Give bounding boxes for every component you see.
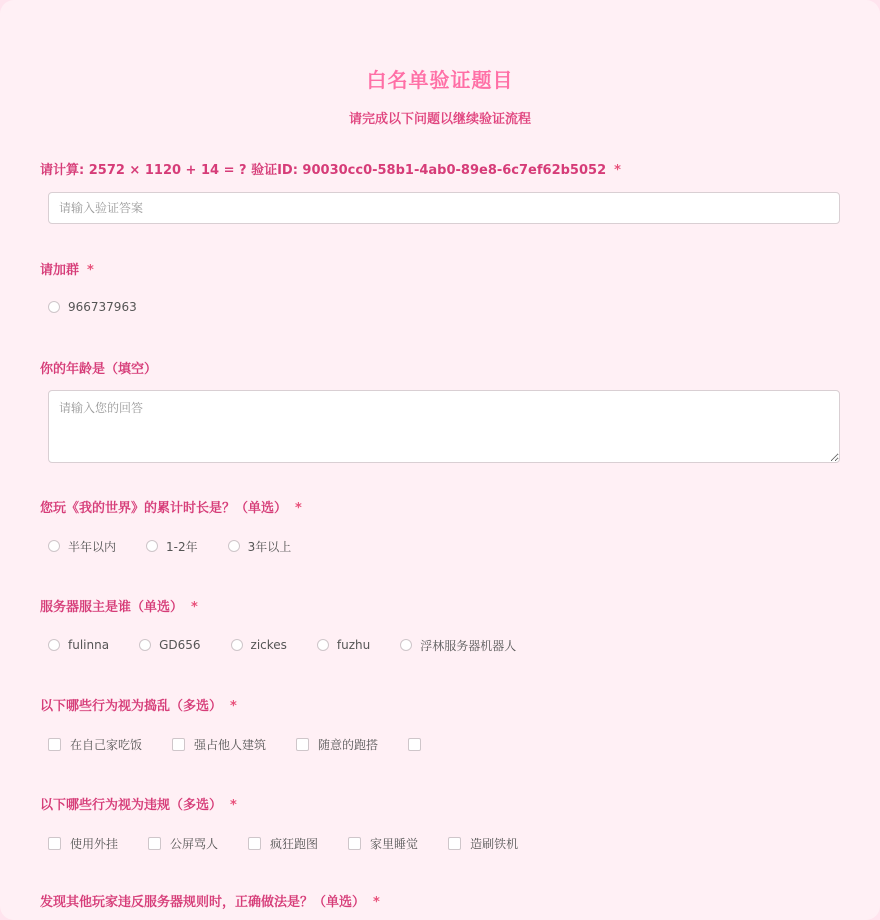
option-label: 强占他人建筑 bbox=[194, 737, 267, 752]
question-playtime-label bbox=[40, 497, 302, 516]
option-owner-gd656[interactable] bbox=[139, 638, 200, 652]
option-owner-fulinna[interactable] bbox=[48, 638, 109, 652]
join-group-options bbox=[48, 297, 167, 317]
radio-button[interactable] bbox=[400, 639, 412, 651]
option-label: 在自己家吃饭 bbox=[70, 737, 143, 752]
option-owner-zickes[interactable] bbox=[231, 638, 287, 652]
page-title: 白名单验证题目 bbox=[366, 68, 514, 92]
checkbox[interactable] bbox=[296, 738, 309, 751]
required-mark: * bbox=[373, 895, 380, 910]
checkbox[interactable] bbox=[408, 738, 421, 751]
option-playtime-1-2-years[interactable] bbox=[146, 538, 198, 555]
option-label: 半年以内 bbox=[68, 539, 117, 554]
option-griefing-empty[interactable] bbox=[408, 738, 430, 751]
checkbox[interactable] bbox=[48, 738, 61, 751]
option-griefing-seize-buildings[interactable] bbox=[172, 736, 266, 753]
option-label: fulinna bbox=[68, 638, 110, 652]
option-label: 浮林服务器机器人 bbox=[420, 638, 517, 653]
radio-button[interactable] bbox=[146, 540, 158, 552]
option-violation-sleep-at-home[interactable] bbox=[348, 835, 418, 852]
question-age-label bbox=[40, 358, 157, 377]
option-label: 966737963 bbox=[68, 300, 137, 314]
radio-button[interactable] bbox=[48, 639, 60, 651]
option-label: 造刷铁机 bbox=[470, 836, 519, 851]
option-label: fuzhu bbox=[336, 638, 371, 652]
question-join-group-label bbox=[40, 259, 94, 278]
radio-button[interactable] bbox=[48, 301, 60, 313]
griefing-options bbox=[48, 734, 460, 754]
option-label: 家里睡觉 bbox=[370, 836, 419, 851]
question-violation-label bbox=[40, 794, 237, 813]
radio-button[interactable] bbox=[231, 639, 243, 651]
question-report-text: 发现其他玩家违反服务器规则时，正确做法是？（单选） bbox=[40, 895, 366, 910]
option-label: 疯狂跑图 bbox=[270, 836, 319, 851]
radio-button[interactable] bbox=[48, 540, 60, 552]
option-owner-fuzhu[interactable] bbox=[317, 638, 370, 652]
option-label: 使用外挂 bbox=[70, 836, 119, 851]
checkbox[interactable] bbox=[172, 738, 185, 751]
required-mark: * bbox=[191, 600, 198, 615]
captcha-answer-input[interactable] bbox=[48, 192, 840, 224]
question-captcha-text: 请计算: 2572 × 1120 + 14 = ? 验证ID: 90030cc0-58b1-4ab0-89e8-6c7ef62b5052 bbox=[40, 163, 607, 178]
option-label: 3年以上 bbox=[247, 539, 292, 554]
option-griefing-eat-at-home[interactable] bbox=[48, 736, 142, 753]
question-griefing-label bbox=[40, 695, 237, 714]
option-violation-public-abuse[interactable] bbox=[148, 835, 218, 852]
option-label: zickes bbox=[250, 638, 287, 652]
playtime-options bbox=[48, 536, 321, 556]
option-playtime-half-year[interactable] bbox=[48, 538, 116, 555]
question-report-label bbox=[40, 891, 380, 910]
option-label: GD656 bbox=[159, 638, 201, 652]
checkbox[interactable] bbox=[448, 837, 461, 850]
option-label: 1-2年 bbox=[166, 539, 198, 554]
question-violation-text: 以下哪些行为视为违规（多选） bbox=[40, 798, 223, 813]
checkbox[interactable] bbox=[248, 837, 261, 850]
required-mark: * bbox=[614, 163, 621, 178]
question-griefing-text: 以下哪些行为视为捣乱（多选） bbox=[40, 699, 223, 714]
checkbox[interactable] bbox=[148, 837, 161, 850]
option-violation-iron-farm[interactable] bbox=[448, 835, 518, 852]
checkbox[interactable] bbox=[48, 837, 61, 850]
question-age-text: 你的年龄是（填空） bbox=[40, 362, 158, 377]
required-mark: * bbox=[230, 798, 237, 813]
question-owner-text: 服务器服主是谁（单选） bbox=[40, 600, 184, 615]
option-label: 随意的跑搭 bbox=[318, 737, 379, 752]
page-subtitle: 请完成以下问题以继续验证流程 bbox=[348, 112, 531, 127]
option-playtime-3-plus-years[interactable] bbox=[228, 538, 292, 555]
question-owner-label bbox=[40, 596, 198, 615]
question-join-group-text: 请加群 bbox=[40, 263, 80, 278]
owner-options bbox=[48, 635, 546, 655]
option-griefing-random-build[interactable] bbox=[296, 736, 378, 753]
violation-options bbox=[48, 833, 548, 853]
checkbox[interactable] bbox=[348, 837, 361, 850]
option-group-number[interactable] bbox=[48, 300, 137, 314]
required-mark: * bbox=[87, 263, 94, 278]
question-playtime-text: 您玩《我的世界》的累计时长是？（单选） bbox=[40, 501, 288, 516]
question-captcha-label bbox=[40, 159, 621, 178]
option-owner-bot[interactable] bbox=[400, 637, 516, 654]
required-mark: * bbox=[230, 699, 237, 714]
radio-button[interactable] bbox=[228, 540, 240, 552]
required-mark: * bbox=[295, 501, 302, 516]
option-violation-cheats[interactable] bbox=[48, 835, 118, 852]
age-answer-textarea[interactable] bbox=[48, 390, 840, 463]
option-violation-map-running[interactable] bbox=[248, 835, 318, 852]
radio-button[interactable] bbox=[139, 639, 151, 651]
option-label: 公屏骂人 bbox=[170, 836, 219, 851]
radio-button[interactable] bbox=[317, 639, 329, 651]
